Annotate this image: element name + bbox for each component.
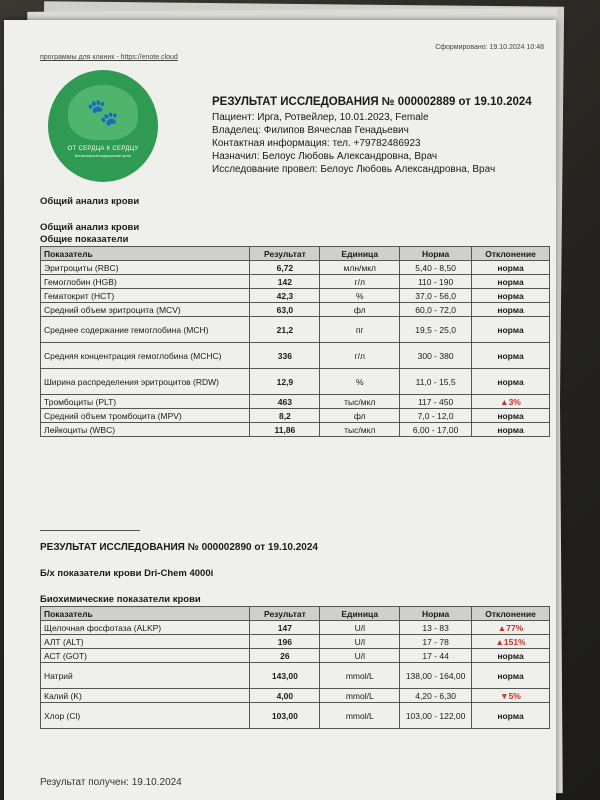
indicator-name: Средний объем эритроцита (MCV) <box>41 303 250 317</box>
source-line <box>40 54 178 61</box>
arrow-up-icon: ▲ <box>500 396 509 407</box>
table-row <box>41 663 550 689</box>
norm-range: 138,00 - 164,00 <box>400 663 472 689</box>
logo-sub-text: Ветеринарный медицинский центр <box>74 153 132 158</box>
deviation-value: норма <box>472 423 550 437</box>
unit-value: U/l <box>320 649 400 663</box>
unit-value: U/l <box>320 621 400 635</box>
table-row <box>41 369 550 395</box>
deviation-text: 5% <box>508 690 521 701</box>
unit-value: пг <box>320 317 400 343</box>
section-subheading: Общие показатели <box>40 234 129 245</box>
deviation-value: норма <box>472 275 550 289</box>
result-value: 42,3 <box>250 289 320 303</box>
norm-range: 60,0 - 72,0 <box>400 303 472 317</box>
deviation-value: норма <box>472 343 550 369</box>
indicator-name: Калий (K) <box>41 689 250 703</box>
norm-range: 117 - 450 <box>400 395 472 409</box>
table-row <box>41 317 550 343</box>
deviation-value: норма <box>472 649 550 663</box>
table-row <box>41 395 550 409</box>
indicator-name: Гематокрит (HCT) <box>41 289 250 303</box>
norm-range: 4,20 - 6,30 <box>400 689 472 703</box>
indicator-name: Ширина распределения эритроцитов (RDW) <box>41 369 250 395</box>
unit-value: U/l <box>320 635 400 649</box>
column-header: Отклонение <box>472 247 550 261</box>
result-value: 12,9 <box>250 369 320 395</box>
generated-timestamp: Сформировано: 19.10.2024 10:48 <box>435 44 544 51</box>
table-row <box>41 303 550 317</box>
column-header: Показатель <box>41 607 250 621</box>
section-subheading: Биохимические показатели крови <box>40 594 201 605</box>
deviation-value <box>472 621 550 635</box>
table-row <box>41 289 550 303</box>
arrow-down-icon: ▼ <box>500 690 509 701</box>
deviation-value: норма <box>472 369 550 395</box>
norm-range: 13 - 83 <box>400 621 472 635</box>
norm-range: 6,00 - 17,00 <box>400 423 472 437</box>
norm-range: 37,0 - 56,0 <box>400 289 472 303</box>
indicator-name: Средний объем тромбоцита (MPV) <box>41 409 250 423</box>
deviation-value: норма <box>472 303 550 317</box>
cbc-table <box>40 246 550 437</box>
section-heading: Общий анализ крови <box>40 196 140 207</box>
column-header: Норма <box>400 247 472 261</box>
unit-value: млн/мкл <box>320 261 400 275</box>
norm-range: 103,00 - 122,00 <box>400 703 472 729</box>
column-header: Результат <box>250 247 320 261</box>
unit-value: % <box>320 369 400 395</box>
source-link[interactable]: программы для клиник - https://enote.cloud <box>40 54 178 61</box>
result-value: 26 <box>250 649 320 663</box>
table-header-row <box>41 607 550 621</box>
table-row <box>41 635 550 649</box>
norm-range: 17 - 78 <box>400 635 472 649</box>
norm-range: 11,0 - 15,5 <box>400 369 472 395</box>
norm-range: 17 - 44 <box>400 649 472 663</box>
indicator-name: Хлор (Cl) <box>41 703 250 729</box>
unit-value: тыс/мкл <box>320 395 400 409</box>
result-value: 4,00 <box>250 689 320 703</box>
arrow-up-icon: ▲ <box>497 622 507 633</box>
table-row <box>41 649 550 663</box>
deviation-text: 77% <box>506 622 524 633</box>
clinic-logo <box>48 70 158 182</box>
table-row <box>41 343 550 369</box>
separator-line <box>40 530 140 531</box>
patient-line: Пациент: Ирга, Ротвейлер, 10.01.2023, Female <box>212 112 429 123</box>
table-row <box>41 621 550 635</box>
result-value: 196 <box>250 635 320 649</box>
result-value: 336 <box>250 343 320 369</box>
indicator-name: Лейкоциты (WBC) <box>41 423 250 437</box>
result-value: 142 <box>250 275 320 289</box>
deviation-value: норма <box>472 409 550 423</box>
report-title: РЕЗУЛЬТАТ ИССЛЕДОВАНИЯ № 000002889 от 19.10.2024 <box>212 96 532 108</box>
arrow-up-icon: ▲ <box>495 636 504 647</box>
section-heading: Общий анализ крови <box>40 222 140 233</box>
column-header: Результат <box>250 607 320 621</box>
indicator-name: Эритроциты (RBC) <box>41 261 250 275</box>
pet-silhouette-icon: 🐾 <box>68 85 138 140</box>
table-row <box>41 409 550 423</box>
indicator-name: Средняя концентрация гемоглобина (MCHC) <box>41 343 250 369</box>
section-heading: Б/х показатели крови Dri-Chem 4000i <box>40 568 214 579</box>
deviation-value: норма <box>472 663 550 689</box>
report-header <box>212 96 532 176</box>
document-page <box>4 20 556 800</box>
unit-value: фл <box>320 303 400 317</box>
bio-report-title: РЕЗУЛЬТАТ ИССЛЕДОВАНИЯ № 000002890 от 19.10.2024 <box>40 542 318 553</box>
result-value: 143,00 <box>250 663 320 689</box>
table-row <box>41 703 550 729</box>
norm-range: 300 - 380 <box>400 343 472 369</box>
table-row <box>41 689 550 703</box>
deviation-value <box>472 395 550 409</box>
indicator-name: Тромбоциты (PLT) <box>41 395 250 409</box>
unit-value: % <box>320 289 400 303</box>
result-value: 21,2 <box>250 317 320 343</box>
assigned-line: Назначил: Белоус Любовь Александровна, Врач <box>212 151 438 162</box>
column-header: Единица <box>320 607 400 621</box>
unit-value: г/л <box>320 343 400 369</box>
column-header: Норма <box>400 607 472 621</box>
contact-line: Контактная информация: тел. +79782486923 <box>212 138 421 149</box>
result-value: 103,00 <box>250 703 320 729</box>
owner-line: Владелец: Филипов Вячеслав Генадьевич <box>212 125 409 136</box>
unit-value: mmol/L <box>320 663 400 689</box>
bio-table <box>40 606 550 729</box>
unit-value: г/л <box>320 275 400 289</box>
table-row <box>41 275 550 289</box>
deviation-value: норма <box>472 261 550 275</box>
unit-value: mmol/L <box>320 703 400 729</box>
result-value: 147 <box>250 621 320 635</box>
deviation-value <box>472 635 550 649</box>
table-header-row <box>41 247 550 261</box>
table-row <box>41 423 550 437</box>
unit-value: тыс/мкл <box>320 423 400 437</box>
result-value: 463 <box>250 395 320 409</box>
norm-range: 7,0 - 12,0 <box>400 409 472 423</box>
deviation-value <box>472 689 550 703</box>
result-value: 63,0 <box>250 303 320 317</box>
indicator-name: АЛТ (ALT) <box>41 635 250 649</box>
unit-value: фл <box>320 409 400 423</box>
performed-line: Исследование провел: Белоус Любовь Александровна, Врач <box>212 164 496 175</box>
indicator-name: АСТ (GOT) <box>41 649 250 663</box>
deviation-value: норма <box>472 317 550 343</box>
result-received-line: Результат получен: 19.10.2024 <box>40 777 182 788</box>
result-value: 6,72 <box>250 261 320 275</box>
norm-range: 19,5 - 25,0 <box>400 317 472 343</box>
unit-value: mmol/L <box>320 689 400 703</box>
indicator-name: Среднее содержание гемоглобина (MCH) <box>41 317 250 343</box>
deviation-value: норма <box>472 703 550 729</box>
table-row <box>41 261 550 275</box>
deviation-text: 151% <box>503 636 526 647</box>
indicator-name: Гемоглобин (HGB) <box>41 275 250 289</box>
norm-range: 5,40 - 8,50 <box>400 261 472 275</box>
deviation-value: норма <box>472 289 550 303</box>
column-header: Отклонение <box>472 607 550 621</box>
column-header: Единица <box>320 247 400 261</box>
logo-band-text: ОТ СЕРДЦА К СЕРДЦУ <box>67 145 139 152</box>
indicator-name: Натрий <box>41 663 250 689</box>
result-value: 11,86 <box>250 423 320 437</box>
indicator-name: Щелочная фосфотаза (ALKP) <box>41 621 250 635</box>
deviation-text: 3% <box>508 396 521 407</box>
result-value: 8,2 <box>250 409 320 423</box>
norm-range: 110 - 190 <box>400 275 472 289</box>
column-header: Показатель <box>41 247 250 261</box>
